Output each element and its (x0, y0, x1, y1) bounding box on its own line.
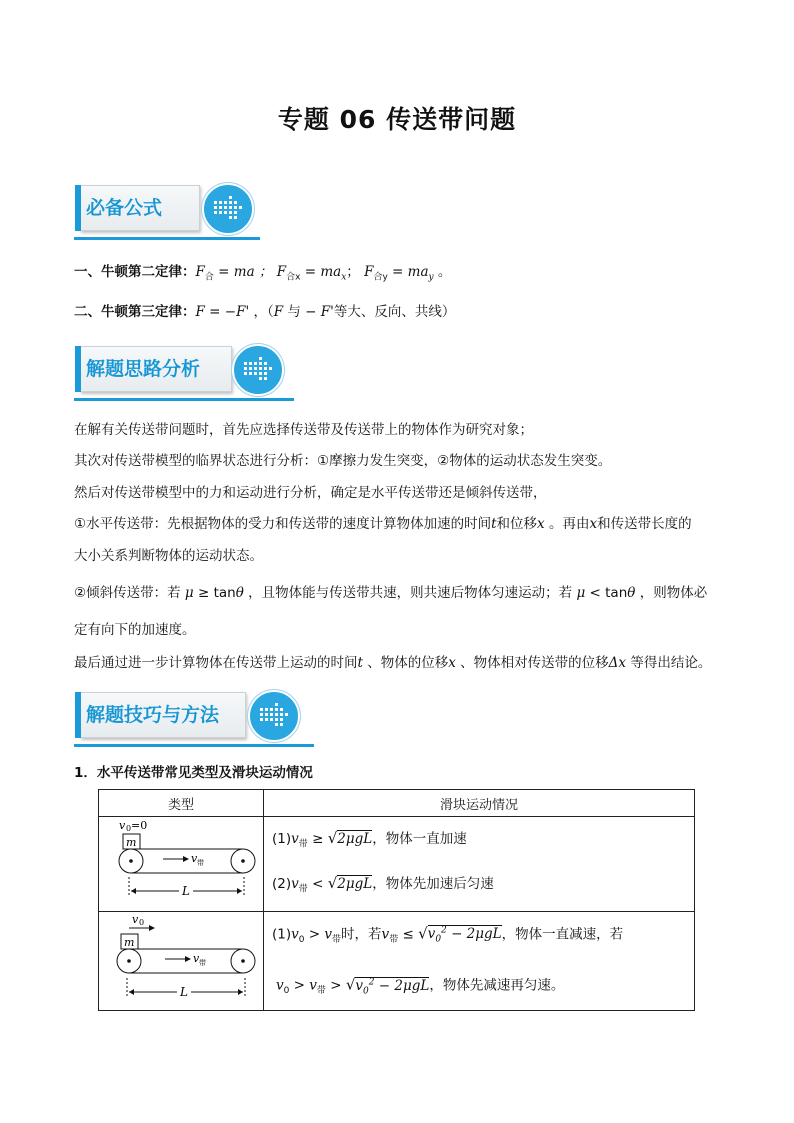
belt-diagram-1 (99, 817, 263, 907)
symbol: > v (304, 926, 333, 943)
symbol: x (589, 516, 598, 532)
motion-line (272, 922, 694, 949)
belt-speed-subscript: 带 (197, 859, 204, 867)
formula-subscript: x (341, 272, 347, 283)
text: ≥ tan (193, 585, 236, 601)
symbol: v (427, 926, 436, 943)
analysis-paragraph-6 (74, 654, 711, 672)
operator: < (307, 876, 328, 892)
formula-separator: ； (346, 264, 360, 280)
section-banner-analysis (74, 346, 314, 404)
text: 等得出结论。 (626, 655, 712, 671)
operator: > (325, 977, 346, 994)
superscript: 2 (368, 977, 375, 987)
motion-cell (264, 912, 695, 1011)
text: ，物体一直加速 (372, 831, 467, 848)
table-row (99, 817, 695, 912)
text: ①水平传送带：先根据物体的受力和传送带的速度计算物体加速的时间 (74, 516, 492, 532)
formula-text: = ma ； (213, 264, 273, 280)
belt-speed-label: v (193, 952, 200, 965)
v0-subscript: 0 (139, 918, 145, 927)
analysis-paragraph-3: 然后对传送带模型中的力和运动进行分析，确定是水平传送带还是倾斜传送带， (74, 485, 547, 501)
grid-arrow-icon (202, 183, 254, 235)
figure-cell (99, 912, 264, 1011)
sqrt-sign: √ (327, 874, 338, 892)
belt-speed-subscript: 带 (199, 959, 206, 967)
block-mass-label: m (124, 936, 135, 949)
symbol: v (355, 977, 364, 994)
subscript: 带 (298, 840, 308, 850)
operator: ≥ (307, 831, 328, 848)
length-label: L (182, 884, 190, 898)
formula-subscript: 合x (286, 272, 301, 283)
text: (1) (272, 831, 292, 848)
grid-arrow-icon (248, 690, 300, 742)
grid-arrow-icon (232, 344, 284, 396)
law-label: 二、牛顿第三定律： (74, 304, 196, 320)
v0-equals: =0 (131, 819, 148, 832)
symbol: μ (184, 585, 194, 601)
text: 时，若 (341, 926, 382, 943)
text: ，且物体能与传送带共速，则共速后物体匀速运动；若 (243, 585, 577, 601)
table-header-motion: 滑块运动情况 (264, 790, 695, 817)
block-mass-label: m (126, 836, 137, 849)
text: 、物体的位移 (362, 655, 449, 671)
text: 、物体相对传送带的位移 (455, 655, 609, 671)
sqrt-content (355, 977, 430, 997)
superscript: 2 (441, 925, 447, 936)
symbol: μ (576, 585, 586, 601)
formula-subscript: y (428, 272, 434, 283)
subscript: 带 (332, 935, 342, 945)
text: ，则物体必 (635, 585, 708, 601)
text: (2) (272, 876, 292, 892)
analysis-paragraph-4 (74, 515, 692, 533)
text: 最后通过进一步计算物体在传送带上运动的时间 (74, 655, 358, 671)
formula-subscript: 合 (204, 272, 214, 283)
symbol: > v (289, 977, 317, 994)
section-banner-formulas (74, 185, 274, 243)
symbol: v (291, 876, 299, 892)
section-title-formulas: 必备公式 (86, 197, 163, 219)
methods-item-1-title: 1．水平传送带常见类型及滑块运动情况 (74, 765, 313, 781)
newton-third-law (74, 303, 455, 321)
analysis-paragraph-4-cont: 大小关系判断物体的运动状态。 (74, 548, 263, 564)
symbol: θ (235, 585, 244, 601)
symbol: x (537, 516, 545, 532)
v0-label: v (132, 913, 139, 926)
v0-subscript: 0 (126, 824, 132, 833)
text: − 2μgL (446, 926, 502, 943)
symbol: v (381, 926, 390, 943)
formula-subscript: 合y (373, 272, 388, 283)
formula-symbol: F' (320, 304, 334, 320)
sqrt-content: 2μgL (337, 876, 373, 892)
section-banner-methods (74, 692, 324, 750)
text: − 2μgL (374, 977, 430, 994)
law-note: 等大、反向、共线） (333, 304, 456, 320)
formula-symbol: F (364, 264, 374, 280)
text: ，物体先减速再匀速。 (429, 977, 565, 994)
section-title-analysis: 解题思路分析 (86, 358, 201, 380)
symbol: v (291, 831, 299, 848)
formula-symbol: F (276, 264, 287, 280)
text: ，物体先加速后匀速 (372, 876, 494, 892)
analysis-paragraph-5 (74, 584, 707, 602)
subscript: 0 (363, 986, 369, 997)
length-label: L (180, 985, 188, 999)
analysis-paragraph-1: 在解有关传送带问题时，首先应选择传送带及传送带上的物体作为研究对象； (74, 422, 533, 438)
sqrt-sign: √ (418, 924, 428, 943)
motion-cell (264, 817, 695, 912)
sqrt-content: 2μgL (337, 831, 373, 848)
symbol: x (448, 655, 456, 671)
subscript: 0 (435, 935, 442, 945)
symbol: v (276, 977, 284, 994)
v0-label: v (119, 819, 126, 832)
sqrt-sign: √ (327, 829, 338, 848)
conveyor-table (98, 789, 695, 1011)
operator: ≤ (398, 926, 419, 943)
table-row (99, 912, 695, 1011)
analysis-paragraph-5-cont: 定有向下的加速度。 (74, 622, 196, 638)
newton-second-law (74, 263, 451, 287)
text: ②倾斜传送带：若 (74, 585, 185, 601)
sqrt-content (427, 925, 502, 945)
text: 和传送带长度的 (597, 516, 692, 532)
law-label: 一、牛顿第二定律： (74, 264, 196, 280)
figure-cell (99, 817, 264, 912)
formula-end: 。 (433, 264, 452, 280)
sqrt-sign: √ (345, 975, 356, 994)
table-header-type: 类型 (99, 790, 264, 817)
symbol: v (291, 926, 299, 943)
subscript: 带 (316, 986, 326, 997)
analysis-paragraph-2: 其次对传送带模型的临界状态进行分析：①摩擦力发生突变，②物体的运动状态发生突变。 (74, 453, 612, 469)
formula-text: = ma (387, 264, 429, 280)
subscript: 带 (389, 935, 399, 945)
text: (1) (272, 926, 292, 943)
page-title: 专题 06 传送带问题 (277, 105, 517, 134)
belt-speed-label: v (191, 852, 198, 865)
subscript: 0 (298, 935, 305, 945)
text: 和位移 (496, 516, 538, 532)
symbol: t (491, 516, 497, 532)
motion-line (272, 829, 694, 854)
law-note: 与 − (283, 304, 321, 320)
text: < tan (585, 585, 628, 601)
text: ，物体一直减速，若 (501, 926, 624, 943)
symbol: Δx (608, 655, 627, 671)
formula-symbol: F (195, 264, 205, 280)
formula-text: = ma (300, 264, 342, 280)
symbol: θ (627, 585, 636, 601)
belt-diagram-2 (99, 912, 263, 1006)
symbol: t (357, 655, 363, 671)
motion-line (272, 874, 694, 899)
motion-line (272, 973, 694, 1000)
law-note: ，（ (253, 304, 274, 320)
table-header-row (99, 790, 695, 817)
section-title-methods: 解题技巧与方法 (86, 704, 220, 726)
formula-symbol: F (273, 304, 284, 320)
formula-text: F = −F' (195, 304, 254, 320)
text: 。再由 (544, 516, 590, 532)
subscript: 带 (298, 884, 308, 895)
subscript: 0 (283, 986, 290, 997)
